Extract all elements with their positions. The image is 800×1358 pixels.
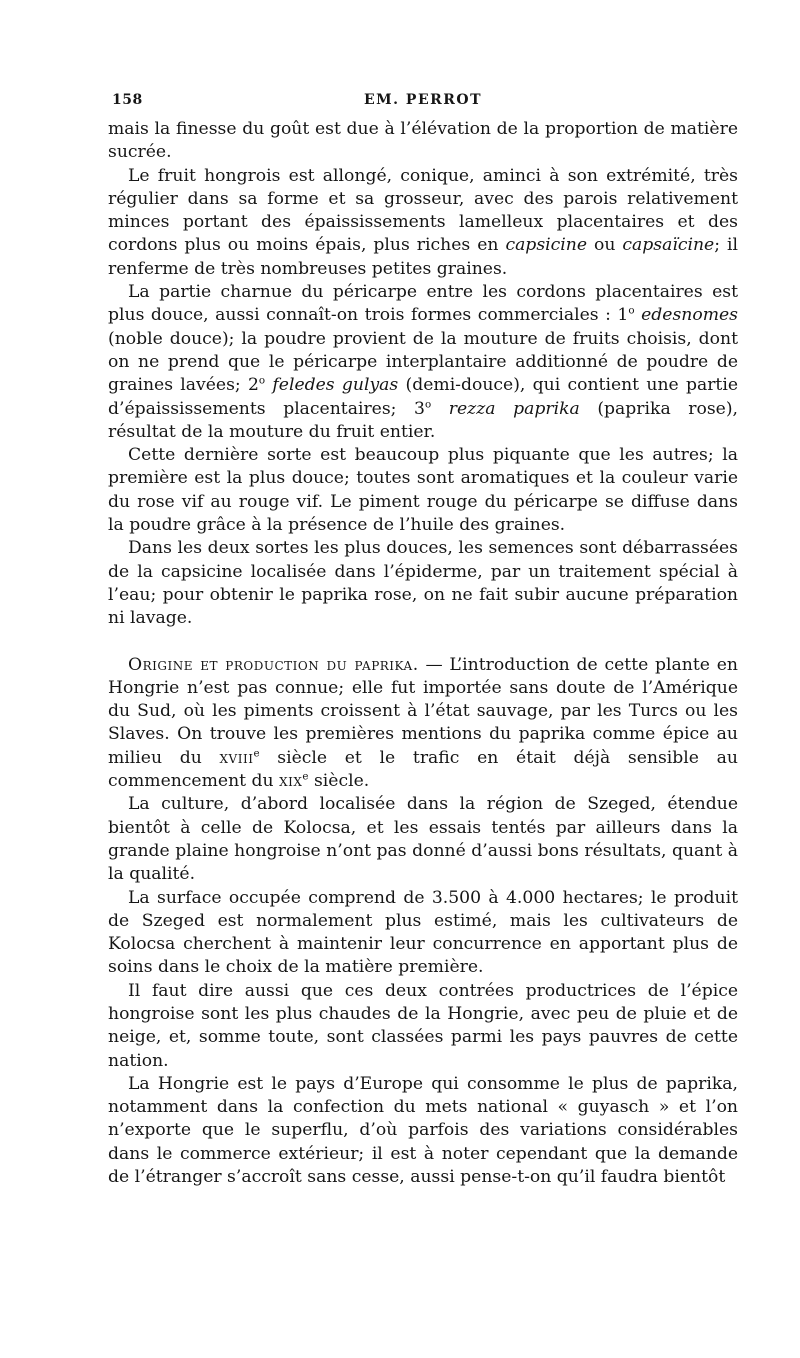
term-rezza-paprika: rezza paprika: [431, 398, 580, 419]
paragraph: Origine et production du paprika. — L’introduction de cette plante en Hongrie n’est pas connue; elle fut importée sans doute de l’Amérique du Sud, où les piments croissent à l’état sauvage, par les Turcs ou les Slaves. On trouve les premières mentions du paprika comme épice au milieu du xviii$^e$ siècle et le trafic en était déjà sensible au commencement du xix$^e$ siècle.: [108, 654, 738, 792]
page-number: 158: [112, 92, 143, 108]
body-text: [108, 118, 738, 1189]
paragraph: La Hongrie est le pays d’Europe qui consomme le plus de paprika, notamment dans la confection du mets national « guyasch » et l’on n’exporte que le superflu, d’où parfois des variations considérables dans le commerce extérieur; il est à noter cependant que la demande de l’étranger s’accroît sans cesse, aussi pense-t-on qu’il faudra bientôt: [108, 1073, 738, 1188]
paragraph: Dans les deux sortes les plus douces, les semences sont débarrassées de la capsicine localisée dans l’épiderme, par un traitement spécial à l’eau; pour obtenir le paprika rose, on ne fait subir aucune préparation ni lavage.: [108, 538, 738, 629]
running-header: [108, 92, 738, 118]
book-page: [108, 92, 738, 1189]
paragraph: Le fruit hongrois est allongé, conique, aminci à son extrémité, très régulier dans sa forme et sa grosseur, avec des parois relativement minces portant des épaississements lamelleux placentaires et des cordons plus ou moins épais, plus riches en capsicine ou capsaïcine; il renferme de très nombreuses petites graines.: [108, 165, 738, 279]
paragraph: La culture, d’abord localisée dans la région de Szeged, étendue bientôt à celle de Kolocsa, et les essais tentés par ailleurs dans la grande plaine hongroise n’ont pas donné d’aussi bons résultats, quant à la qualité.: [108, 794, 738, 885]
section-heading: Origine et production du paprika.: [128, 654, 419, 675]
term-feledes-gulyas: feledes gulyas: [265, 375, 399, 396]
term-capsicine: capsicine: [505, 235, 587, 256]
paragraph: Il faut dire aussi que ces deux contrées productrices de l’épice hongroise sont les plus chaudes de la Hongrie, avec peu de pluie et de neige, et, somme toute, sont classées parmi les pays pauvres de cette nation.: [108, 980, 738, 1071]
running-head-author: EM. PERROT: [364, 92, 482, 108]
section-gap: [108, 631, 738, 654]
paragraph: La partie charnue du péricarpe entre les cordons placentaires est plus douce, aussi connaît-on trois formes commerciales : 1$^o$ edesnomes (noble douce); la poudre provient de la mouture de fruits choisis, dont on ne prend que le péricarpe interplantaire additionné de poudre de graines lavées; 2$^o$ feledes gulyas (demi-douce), qui contient une partie d’épaississements placentaires; 3$^o$ rezza paprika (paprika rose), résultat de la mouture du fruit entier.: [108, 282, 739, 442]
paragraph: mais la finesse du goût est due à l’élévation de la proportion de matière sucrée.: [108, 119, 738, 163]
term-edesnomes: edesnomes: [634, 305, 739, 326]
paragraph: La surface occupée comprend de 3.500 à 4.000 hectares; le produit de Szeged est normalement plus estimé, mais les cultivateurs de Kolocsa cherchent à maintenir leur concurrence en apportant plus de soins dans le choix de la matière première.: [108, 887, 738, 978]
paragraph: Cette dernière sorte est beaucoup plus piquante que les autres; la première est la plus douce; toutes sont aromatiques et la couleur varie du rose vif au rouge vif. Le piment rouge du péricarpe se diffuse dans la poudre grâce à la présence de l’huile des graines.: [108, 445, 738, 536]
term-capsaicine: capsaïcine: [622, 235, 715, 256]
